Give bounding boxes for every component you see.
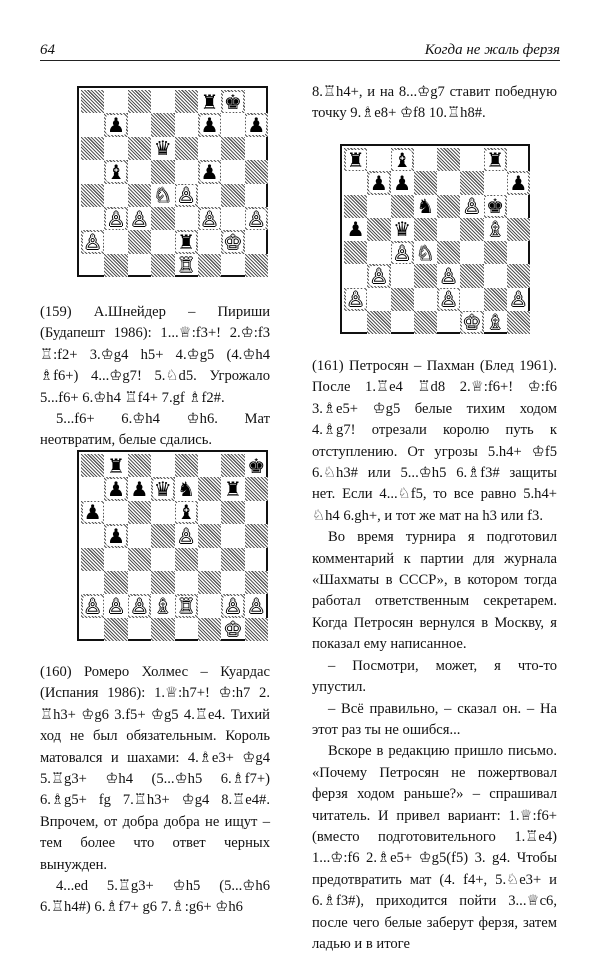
square-e5 (437, 218, 460, 241)
square-h1 (507, 311, 530, 334)
square-f8 (198, 90, 221, 113)
white-pawn-icon: ♙ (130, 593, 149, 618)
white-bishop-icon: ♗ (486, 310, 505, 335)
square-c5 (128, 160, 151, 183)
square-e7 (175, 113, 198, 136)
square-g6 (221, 501, 244, 524)
square-a3 (344, 264, 367, 287)
white-pawn-icon: ♙ (439, 287, 458, 312)
square-c7 (391, 171, 414, 194)
game-161-text: (161) Петросян – Пахман (Блед 1961). После 1.♖e4 ♖d8 2.♕:f6+! ♔:f6 3.♗e5+ ♔g5 белые тихим ходом 4.♗g7! отрезали королю путь к отступлению. От угрозы 5.h4+ ♔f5 6.♘h3# или 5...♔h5 6.♗f3# защиты нет. Если 4...♘f5, то все равно 5.h4+ ♘h4 6.gh+, и тот же мат на h3 или f3. (312, 358, 557, 524)
square-d2 (151, 230, 174, 253)
square-f1 (460, 311, 483, 334)
square-e7 (175, 477, 198, 500)
square-d2 (414, 288, 437, 311)
square-b6 (367, 195, 390, 218)
square-c8 (128, 90, 151, 113)
game-160-continuation: 4...ed 5.♖g3+ ♔h5 (5...♔h6 6.♖h4#) 6.♗f7+ g6 7.♗:g6+ ♔h6 (40, 878, 270, 916)
square-e5 (175, 524, 198, 547)
square-a6 (81, 137, 104, 160)
square-g5 (484, 218, 507, 241)
square-a7 (81, 477, 104, 500)
square-b1 (367, 311, 390, 334)
white-pawn-icon: ♙ (200, 206, 219, 231)
black-queen-icon: ♛ (393, 217, 412, 242)
square-d5 (151, 524, 174, 547)
square-g2 (221, 594, 244, 617)
square-b2 (104, 594, 127, 617)
square-e1 (437, 311, 460, 334)
square-c1 (391, 311, 414, 334)
black-knight-icon: ♞ (177, 477, 196, 501)
square-c7 (128, 477, 151, 500)
square-f5 (198, 160, 221, 183)
square-f6 (198, 137, 221, 160)
square-d6 (414, 195, 437, 218)
square-g3 (221, 571, 244, 594)
square-e1 (175, 254, 198, 277)
square-d5 (151, 160, 174, 183)
square-h5 (507, 218, 530, 241)
square-a4 (81, 184, 104, 207)
black-pawn-icon: ♟ (107, 113, 126, 137)
white-pawn-icon: ♙ (509, 287, 528, 312)
black-queen-icon: ♛ (153, 477, 172, 501)
white-pawn-icon: ♙ (247, 206, 266, 231)
square-d4 (151, 184, 174, 207)
white-pawn-icon: ♙ (177, 183, 196, 208)
black-rook-icon: ♜ (346, 147, 365, 172)
white-rook-icon: ♖ (177, 593, 196, 618)
square-e2 (175, 594, 198, 617)
square-g5 (221, 160, 244, 183)
square-g7 (221, 113, 244, 136)
square-h7 (245, 113, 268, 136)
square-b4 (104, 548, 127, 571)
square-d3 (151, 207, 174, 230)
white-pawn-icon: ♙ (83, 593, 102, 618)
black-queen-icon: ♛ (153, 136, 172, 161)
square-b8 (104, 454, 127, 477)
square-f6 (198, 501, 221, 524)
square-g4 (484, 241, 507, 264)
story-paragraph-2: – Посмотри, может, я что-то упустил. (312, 657, 557, 696)
white-pawn-icon: ♙ (130, 206, 149, 231)
square-e6 (437, 195, 460, 218)
square-a2 (81, 594, 104, 617)
square-g8 (221, 90, 244, 113)
square-g2 (484, 288, 507, 311)
square-f1 (198, 618, 221, 641)
square-f3 (460, 264, 483, 287)
square-e7 (437, 171, 460, 194)
white-pawn-icon: ♙ (177, 523, 196, 548)
square-c5 (391, 218, 414, 241)
left-column-top (40, 302, 270, 452)
white-pawn-icon: ♙ (247, 593, 266, 618)
square-g1 (221, 254, 244, 277)
square-g8 (484, 148, 507, 171)
square-d7 (414, 171, 437, 194)
white-knight-icon: ♘ (153, 183, 172, 208)
black-pawn-icon: ♟ (200, 159, 219, 184)
square-e8 (175, 454, 198, 477)
square-g3 (484, 264, 507, 287)
black-knight-icon: ♞ (416, 194, 435, 219)
square-b8 (367, 148, 390, 171)
square-c8 (128, 454, 151, 477)
square-b4 (367, 241, 390, 264)
chess-diagram-160 (77, 450, 268, 641)
black-king-icon: ♚ (486, 194, 505, 219)
story-paragraph-4: Вскоре в редакцию пришло письмо. «Почему Петросян не пожертвовал ферзя ходом раньше?» – спрашивал читатель. И привел вариант: 1.♕:f6+ (вместо подготовительного 1.♖e4) 1...♔:f6 2.♗e5+ ♔g5(f5) 3. g4. Чтобы предотвратить мат (4. f4+, 5.♘e3+ и 6.♗f3#), приходится пойти 3...♕c6, после чего белые заберут ферзя, затем ладью и в итоге (312, 743, 557, 952)
square-f1 (198, 254, 221, 277)
white-bishop-icon: ♗ (153, 593, 172, 618)
square-h3 (507, 264, 530, 287)
square-e2 (175, 230, 198, 253)
square-c7 (128, 113, 151, 136)
square-h7 (507, 171, 530, 194)
square-b2 (104, 230, 127, 253)
black-pawn-icon: ♟ (83, 500, 102, 525)
square-b7 (104, 477, 127, 500)
black-pawn-icon: ♟ (247, 113, 266, 137)
square-h1 (245, 618, 268, 641)
square-f2 (460, 288, 483, 311)
white-pawn-icon: ♙ (393, 240, 412, 265)
square-b8 (104, 90, 127, 113)
game-160-text: (160) Ромеро Холмес – Куардас (Испания 1986): 1.♕:h7+! ♔:h7 2. ♖h3+ ♔g6 3.f5+ ♔g5 4.♖e4. Тихий ход не был обязательным. Король матовался и шахами: 4.♗e3+ ♔g4 5.♖g3+ ♔h4 (5...♔h5 6.♗f7+) 6.♗g5+ fg 7.♖h3+ ♔g4 8.♖e4#. Впрочем, от добра добра не ищут – тем более что ответ черных вынужден. (40, 664, 270, 873)
square-c4 (128, 184, 151, 207)
white-pawn-icon: ♙ (107, 593, 126, 618)
square-h7 (245, 477, 268, 500)
right-column-bottom (312, 356, 557, 955)
square-a8 (81, 90, 104, 113)
square-f6 (460, 195, 483, 218)
square-a4 (344, 241, 367, 264)
square-b3 (367, 264, 390, 287)
square-e4 (175, 548, 198, 571)
square-e3 (437, 264, 460, 287)
white-knight-icon: ♘ (416, 240, 435, 265)
square-f5 (460, 218, 483, 241)
square-h6 (245, 501, 268, 524)
square-e6 (175, 501, 198, 524)
square-b5 (367, 218, 390, 241)
board-grid (344, 148, 530, 334)
square-b4 (104, 184, 127, 207)
square-e3 (175, 207, 198, 230)
square-a5 (344, 218, 367, 241)
square-f7 (198, 113, 221, 136)
square-d6 (151, 137, 174, 160)
black-pawn-icon: ♟ (107, 477, 126, 501)
square-a2 (344, 288, 367, 311)
square-g7 (484, 171, 507, 194)
square-h8 (245, 90, 268, 113)
square-c4 (391, 241, 414, 264)
square-a5 (81, 160, 104, 183)
square-a8 (344, 148, 367, 171)
square-d5 (414, 218, 437, 241)
black-pawn-icon: ♟ (200, 113, 219, 137)
square-c1 (128, 254, 151, 277)
square-c2 (391, 288, 414, 311)
square-c6 (128, 137, 151, 160)
square-d4 (414, 241, 437, 264)
square-g4 (221, 184, 244, 207)
white-pawn-icon: ♙ (346, 287, 365, 312)
page-header (40, 38, 560, 61)
white-pawn-icon: ♙ (83, 229, 102, 254)
square-d1 (151, 254, 174, 277)
square-g7 (221, 477, 244, 500)
white-pawn-icon: ♙ (369, 263, 388, 288)
square-d3 (151, 571, 174, 594)
square-g2 (221, 230, 244, 253)
square-a1 (81, 618, 104, 641)
black-king-icon: ♚ (247, 453, 266, 478)
square-a2 (81, 230, 104, 253)
square-c3 (128, 571, 151, 594)
chess-diagram-161 (340, 144, 530, 334)
square-a7 (81, 113, 104, 136)
square-f3 (198, 207, 221, 230)
square-b6 (104, 137, 127, 160)
black-rook-icon: ♜ (177, 229, 196, 254)
square-c6 (391, 195, 414, 218)
square-e5 (175, 160, 198, 183)
square-h6 (245, 137, 268, 160)
square-f8 (460, 148, 483, 171)
square-h4 (245, 184, 268, 207)
game-160-finish: 8.♖h4+, и на 8...♔g7 ставит победную точку 9.♗e8+ ♔f8 10.♖h8#. (312, 84, 557, 122)
square-d2 (151, 594, 174, 617)
square-a1 (344, 311, 367, 334)
board-grid (81, 454, 268, 641)
white-king-icon: ♔ (223, 229, 242, 254)
white-king-icon: ♔ (223, 617, 242, 642)
white-pawn-icon: ♙ (439, 263, 458, 288)
square-f4 (460, 241, 483, 264)
square-d8 (414, 148, 437, 171)
square-b7 (367, 171, 390, 194)
square-a8 (81, 454, 104, 477)
white-rook-icon: ♖ (177, 253, 196, 278)
square-a4 (81, 548, 104, 571)
square-f3 (198, 571, 221, 594)
square-c3 (128, 207, 151, 230)
white-king-icon: ♔ (462, 310, 481, 335)
running-title: Когда не жаль ферзя (424, 42, 560, 58)
right-column-top (312, 82, 557, 125)
white-pawn-icon: ♙ (223, 593, 242, 618)
white-bishop-icon: ♗ (486, 217, 505, 242)
square-h3 (245, 207, 268, 230)
square-c1 (128, 618, 151, 641)
square-h5 (245, 160, 268, 183)
game-159-conclusion: 5...f6+ 6.♔h4 ♔h6. Мат неотвратим, белые сдались. (40, 411, 270, 449)
square-b5 (104, 524, 127, 547)
square-h2 (507, 288, 530, 311)
square-e2 (437, 288, 460, 311)
square-e4 (437, 241, 460, 264)
square-c4 (128, 548, 151, 571)
square-f4 (198, 548, 221, 571)
square-g1 (484, 311, 507, 334)
square-d4 (151, 548, 174, 571)
square-a7 (344, 171, 367, 194)
square-f4 (198, 184, 221, 207)
square-e8 (175, 90, 198, 113)
chess-diagram-159 (77, 86, 268, 277)
square-b5 (104, 160, 127, 183)
square-h1 (245, 254, 268, 277)
square-c2 (128, 594, 151, 617)
square-b7 (104, 113, 127, 136)
square-d8 (151, 90, 174, 113)
square-c5 (128, 524, 151, 547)
square-b1 (104, 618, 127, 641)
black-bishop-icon: ♝ (107, 159, 126, 184)
square-f7 (198, 477, 221, 500)
square-h5 (245, 524, 268, 547)
square-h8 (507, 148, 530, 171)
square-e1 (175, 618, 198, 641)
white-pawn-icon: ♙ (462, 194, 481, 219)
square-e4 (175, 184, 198, 207)
square-e3 (175, 571, 198, 594)
square-f8 (198, 454, 221, 477)
square-a3 (81, 571, 104, 594)
story-paragraph-3: – Всё правильно, – сказал он. – На этот раз ты не ошибся... (312, 700, 557, 738)
black-pawn-icon: ♟ (130, 477, 149, 501)
black-pawn-icon: ♟ (107, 523, 126, 548)
square-h2 (245, 594, 268, 617)
square-g8 (221, 454, 244, 477)
black-bishop-icon: ♝ (177, 500, 196, 525)
square-e6 (175, 137, 198, 160)
square-b3 (104, 571, 127, 594)
square-c2 (128, 230, 151, 253)
square-c6 (128, 501, 151, 524)
square-h2 (245, 230, 268, 253)
black-rook-icon: ♜ (200, 89, 219, 114)
square-g6 (221, 137, 244, 160)
page-number: 64 (40, 42, 55, 58)
black-pawn-icon: ♟ (509, 170, 528, 195)
story-paragraph-1: Во время турнира я подготовил комментарий к партии для журнала «Шахматы в СССР», в котором тогда работал ответственным секретарем. Когда Петросян вернулся в Москву, я показал ему написанное. (312, 529, 557, 653)
game-159-text: (159) А.Шнейдер – Пириши (Будапешт 1986): 1...♕:f3+! 2.♔:f3 ♖:f2+ 3.♔g4 h5+ 4.♔g5 (4.♔h4 ♗f6+) 4...♔g7! 5.♘d5. Угрожало 5...f6+ 6.♔h4 ♖f4+ 7.gf ♗f2#. (40, 304, 270, 406)
square-e8 (437, 148, 460, 171)
square-b3 (104, 207, 127, 230)
white-pawn-icon: ♙ (107, 206, 126, 231)
square-g6 (484, 195, 507, 218)
square-c8 (391, 148, 414, 171)
black-pawn-icon: ♟ (393, 170, 412, 195)
square-h4 (507, 241, 530, 264)
square-b6 (104, 501, 127, 524)
black-rook-icon: ♜ (223, 477, 242, 501)
black-bishop-icon: ♝ (393, 147, 412, 172)
square-h4 (245, 548, 268, 571)
square-a3 (81, 207, 104, 230)
square-b1 (104, 254, 127, 277)
square-d1 (414, 311, 437, 334)
square-g5 (221, 524, 244, 547)
left-column-bottom (40, 662, 270, 919)
square-c3 (391, 264, 414, 287)
square-f5 (198, 524, 221, 547)
square-f2 (198, 594, 221, 617)
black-rook-icon: ♜ (486, 147, 505, 172)
square-h3 (245, 571, 268, 594)
square-d7 (151, 113, 174, 136)
square-g4 (221, 548, 244, 571)
square-g3 (221, 207, 244, 230)
square-b2 (367, 288, 390, 311)
square-f7 (460, 171, 483, 194)
square-d8 (151, 454, 174, 477)
black-pawn-icon: ♟ (346, 217, 365, 242)
square-d6 (151, 501, 174, 524)
square-a6 (81, 501, 104, 524)
black-king-icon: ♚ (223, 89, 242, 114)
black-rook-icon: ♜ (107, 453, 126, 478)
board-grid (81, 90, 268, 277)
square-h8 (245, 454, 268, 477)
square-d3 (414, 264, 437, 287)
black-pawn-icon: ♟ (369, 170, 388, 195)
square-d1 (151, 618, 174, 641)
square-a6 (344, 195, 367, 218)
square-g1 (221, 618, 244, 641)
square-f2 (198, 230, 221, 253)
square-a5 (81, 524, 104, 547)
square-a1 (81, 254, 104, 277)
square-d7 (151, 477, 174, 500)
square-h6 (507, 195, 530, 218)
